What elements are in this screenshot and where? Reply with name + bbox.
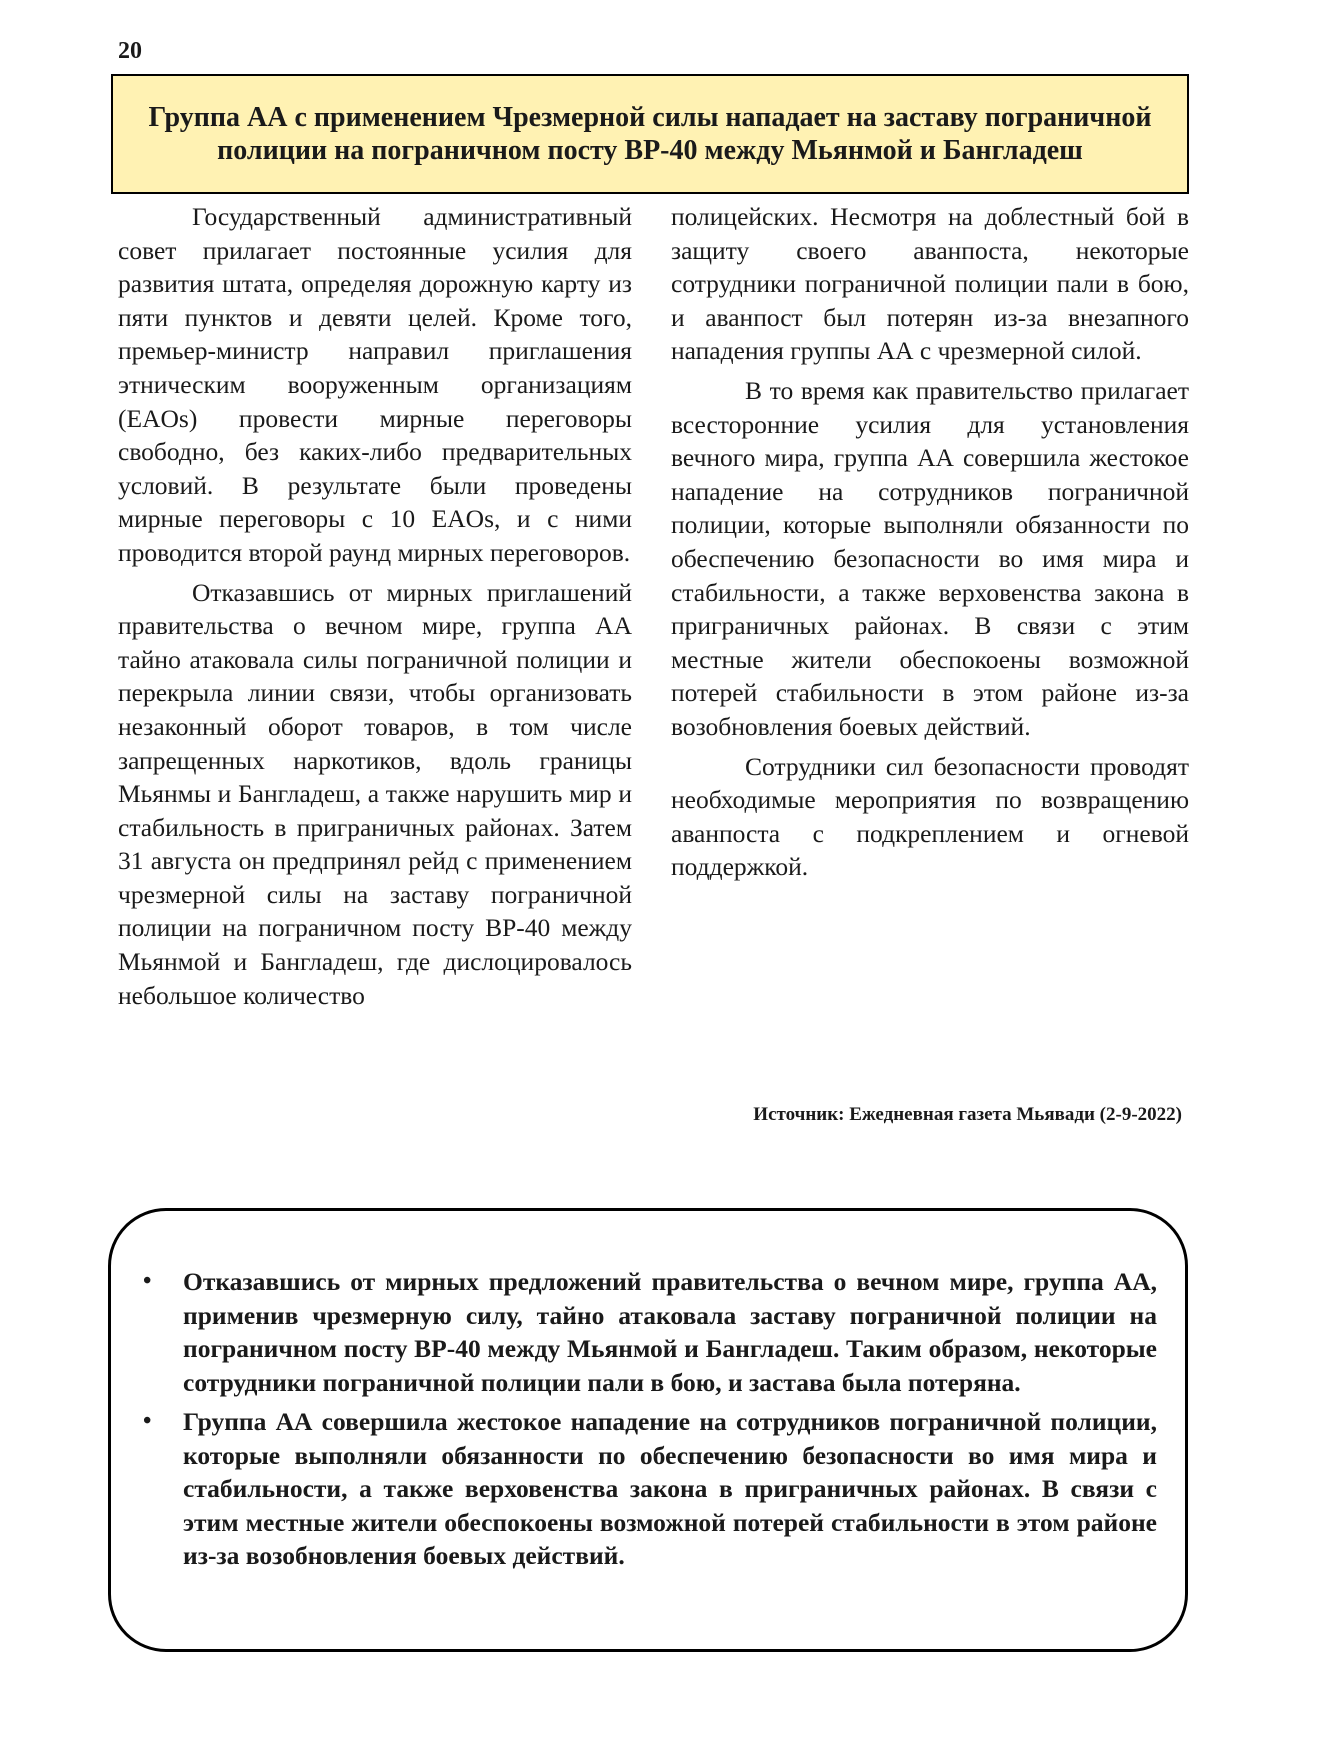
source-citation: Источник: Ежедневная газета Мьявади (2-9-2022): [753, 1104, 1182, 1125]
paragraph: полицейских. Несмотря на доблестный бой в защиту своего аванпоста, некоторые сотрудники пограничной полиции пали в бою, и аванпост был потерян из-за внезапного нападения группы АА с чрезмерной силой.: [671, 202, 1189, 366]
article-title: Группа АА с применением Чрезмерной силы нападает на заставу пограничной полиции на пограничном посту ВР-40 между Мьянмой и Бангладеш: [148, 102, 1152, 166]
paragraph: Отказавшись от мирных приглашений правительства о вечном мире, группа АА тайно атаковала силы пограничной полиции и перекрыла линии связи, чтобы организовать незаконный оборот товаров, в том числе запрещенных наркотиков, вдоль границы Мьянмы и Бангладеш, а также нарушить мир и стабильность в приграничных районах. Затем 31 августа он предпринял рейд с применением чрезмерной силы на заставу пограничной полиции на пограничном посту ВР-40 между Мьянмой и Бангладеш, где дислоцировалось небольшое количество: [118, 577, 632, 1010]
summary-text: Отказавшись от мирных предложений правительства о вечном мире, группа АА, применив чрезмерную силу, тайно атаковала заставу пограничной полиции на пограничном посту ВР-40 между Мьянмой и Бангладеш. Таким образом, некоторые сотрудники пограничной полиции пали в бою, и застава была потеряна.: [183, 1267, 1157, 1397]
summary-list: [133, 1265, 1157, 1573]
summary-item: [133, 1265, 1157, 1399]
bullet-icon: •: [143, 1408, 152, 1434]
right-column: [671, 200, 1189, 890]
page-number: 20: [118, 38, 142, 64]
paragraph: Государственный административный совет прилагает постоянные усилия для развития штата, определяя дорожную карту из пяти пунктов и девяти целей. Кроме того, премьер-министр направил приглашения этническим вооруженным организациям (EAOs) провести мирные переговоры свободно, без каких-либо предварительных условий. В результате были проведены мирные переговоры с 10 EAOs, и с ними проводится второй раунд мирных переговоров.: [118, 202, 632, 567]
bullet-icon: •: [143, 1268, 152, 1294]
paragraph: Сотрудники сил безопасности проводят необходимые мероприятия по возвращению аванпоста с подкреплением и огневой поддержкой.: [671, 751, 1189, 882]
summary-text: Группа АА совершила жестокое нападение на сотрудников пограничной полиции, которые выполняли обязанности по обеспечению безопасности во имя мира и стабильности, а также верховенства закона в приграничных районах. В связи с этим местные жители обеспокоены возможной потерей стабильности в этом районе из-за возобновления боевых действий.: [183, 1407, 1157, 1570]
summary-box: [108, 1208, 1188, 1652]
paragraph: В то время как правительство прилагает всесторонние усилия для установления вечного мира, группа АА совершила жестокое нападение на сотрудников пограничной полиции, которые выполняли обязанности по обеспечению безопасности во имя мира и стабильности, а также верховенства закона в приграничных районах. В связи с этим местные жители обеспокоены возможной потерей стабильности в этом районе из-за возобновления боевых действий.: [671, 375, 1189, 741]
article-title-box: [111, 74, 1189, 194]
summary-item: [133, 1405, 1157, 1573]
left-column: [118, 200, 632, 1018]
